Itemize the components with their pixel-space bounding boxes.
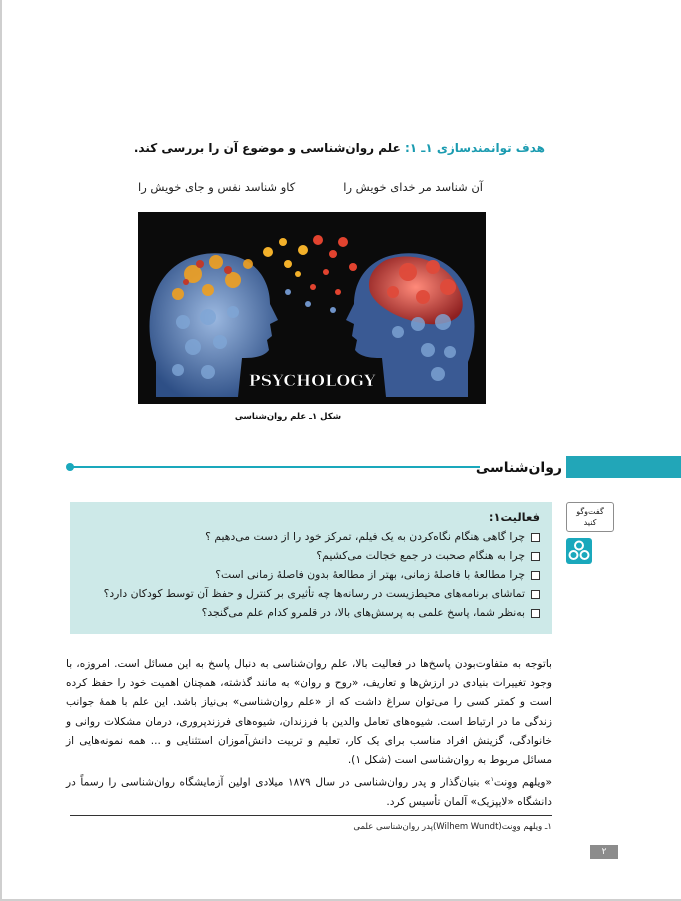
group-discussion-icon xyxy=(566,538,592,564)
figure-image-text: PSYCHOLOGY xyxy=(248,371,376,390)
objective-label: هدف توانمندسازی ۱ـ ۱: xyxy=(404,141,545,155)
page-edge-left xyxy=(0,0,2,901)
psychology-illustration xyxy=(138,212,486,404)
objective-text: علم روان‌شناسی و موضوع آن را بررسی کند. xyxy=(133,141,405,155)
page-number: ۲ xyxy=(590,845,618,859)
figure-caption: شکل ۱ـ علم روان‌شناسی xyxy=(234,412,342,422)
psychology-figure xyxy=(138,212,486,404)
activity-question xyxy=(80,527,540,546)
paragraph-2-end: » بنیان‌گذار و پدر روان‌شناسی در سال ۱۸۷۹ میلادی اولین آزمایشگاه روان‌شناسی را رسماً در دانشگاه «لایپزیک» آلمان تأسیس کرد. xyxy=(66,776,552,808)
footnote-marker[interactable]: ۱ xyxy=(490,776,494,784)
poem-hemistich-2: کاو شناسد نفس و جای خویش را xyxy=(138,180,296,194)
footnote: ۱ـ ویلهم ووِنت(Wilhem Wundt)پدر روان‌شناسی علمی xyxy=(353,822,552,832)
activity-question xyxy=(80,603,540,622)
activity-title: فعالیت۱: xyxy=(488,510,540,524)
poem-hemistich-1: آن شناسد مر خدای خویش را xyxy=(343,180,483,194)
body-text xyxy=(66,655,552,812)
discussion-badge-line1: گفت‌وگو xyxy=(576,507,604,516)
question-text: چرا به هنگام صحبت در جمع خجالت می‌کشیم؟ xyxy=(316,549,525,562)
learning-objective xyxy=(125,141,545,155)
body-paragraph-2 xyxy=(66,770,552,812)
section-title: روان‌شناسی xyxy=(475,460,562,476)
section-rule xyxy=(70,466,480,468)
footnote-divider xyxy=(70,815,552,816)
question-text: تماشای برنامه‌های محیط‌زیست در رسانه‌ها چه تأثیری بر کنترل و حفظ آن توسط کودکان دارد؟ xyxy=(103,587,525,600)
section-rule-dot xyxy=(66,463,74,471)
question-text: چرا گاهی هنگام نگاه‌کردن به یک فیلم، تمرکز خود را از دست می‌دهیم ؟ xyxy=(205,530,525,543)
activity-question xyxy=(80,546,540,565)
body-paragraph-1: باتوجه به متفاوت‌بودن پاسخ‌ها در فعالیت بالا، علم روان‌شناسی به دنبال پاسخ به این مسائل است. امروزه، با وجود تغییرات بنیادی در ارزش‌ها و تعاریف، «روح و روان» به مانند گذشته، همچنان اهمیت خود را حفظ کرده است و کمتر کسی را می‌توان سراغ داشت که از «علم روان‌شناسی» بی‌نیاز باشد. این علم با همهٔ جوانب زندگی ما در ارتباط است. شیوه‌های تعامل والدین با فرزندان، شیوه‌های فرزندپروری، درمان مشکلات روانی و خانوادگی، گزینش افراد مناسب برای یک کار، تعلیم و تربیت دانش‌آموزان استثنایی و ... همه نمونه‌هایی از مسائل مربوط به روان‌شناسی است (شکل ۱). xyxy=(66,658,552,767)
discussion-badge-line2: کنید xyxy=(583,518,597,527)
discussion-badge xyxy=(566,502,614,532)
activity-question xyxy=(80,565,540,584)
poem-verse xyxy=(138,180,483,196)
question-text: به‌نظر شما، پاسخ علمی به پرسش‌های بالا، در قلمرو کدام علم می‌گنجد؟ xyxy=(201,606,525,619)
activity-box xyxy=(70,502,552,634)
checkbox[interactable] xyxy=(531,552,540,561)
activity-question xyxy=(80,584,540,603)
checkbox[interactable] xyxy=(531,609,540,618)
checkbox[interactable] xyxy=(531,590,540,599)
checkbox[interactable] xyxy=(531,571,540,580)
section-tab xyxy=(566,456,681,478)
activity-questions xyxy=(80,527,540,622)
paragraph-2-start: «ویلهم ووِنت xyxy=(493,776,553,789)
checkbox[interactable] xyxy=(531,533,540,542)
question-text: چرا مطالعهٔ با فاصلهٔ زمانی، بهتر از مطالعهٔ بدون فاصلهٔ زمانی است؟ xyxy=(215,568,525,581)
